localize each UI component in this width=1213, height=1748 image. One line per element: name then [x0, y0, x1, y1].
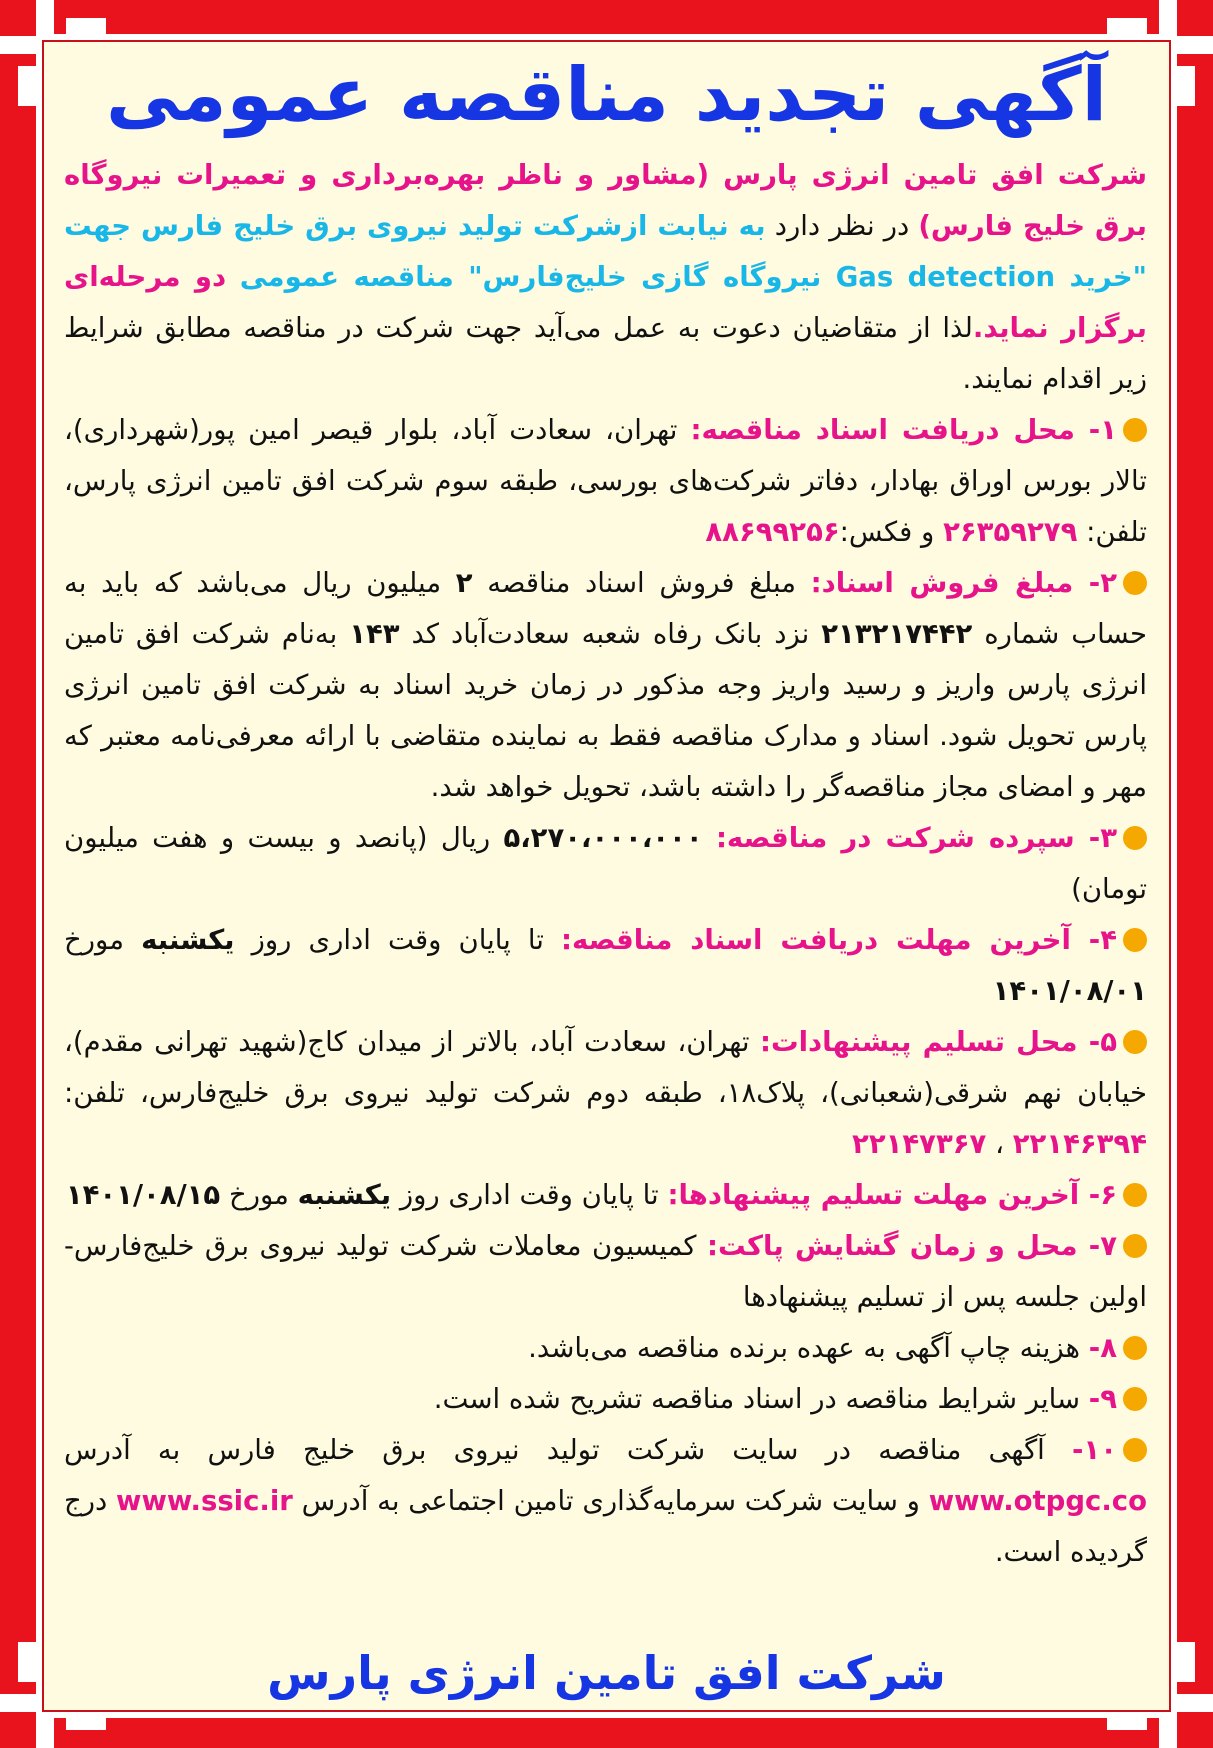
bullet-icon	[1123, 1234, 1147, 1258]
notice-title: آگهی تجدید مناقصه عمومی	[105, 52, 1108, 138]
footer-company: شرکت افق تامین انرژی پارس	[267, 1646, 946, 1700]
bullet-icon	[1123, 1183, 1147, 1207]
intro-stage: دو مرحله‌ای برگزار نماید.	[64, 261, 1147, 344]
list-item: ۶- آخرین مهلت تسلیم پیشنهادها: تا پایان وقت اداری روز یکشنبه مورخ ۱۴۰۱/۰۸/۱۵	[64, 1170, 1147, 1221]
notice-body	[64, 150, 1147, 1578]
fax-number: ۸۸۶۹۹۲۵۶	[705, 516, 840, 548]
bullet-icon	[1123, 826, 1147, 850]
website-link[interactable]: www.otpgc.co	[928, 1485, 1147, 1517]
bullet-icon	[1123, 1438, 1147, 1462]
list-item: ۱- محل دریافت اسناد مناقصه: تهران، سعادت آباد، بلوار قیصر امین پور(شهرداری)، تالار بورس اوراق بهادار، دفاتر شرکت‌های بورسی، طبقه سوم شرکت افق تامین انرژی پارس، تلفن: ۲۶۳۵۹۲۷۹ و فکس:۸۸۶۹۹۲۵۶	[64, 414, 1147, 548]
bullet-icon	[1123, 1030, 1147, 1054]
phone-number: ۲۶۳۵۹۲۷۹	[943, 516, 1078, 548]
intro-paragraph: شرکت افق تامین انرژی پارس (مشاور و ناظر بهره‌برداری و تعمیرات نیروگاه برق خلیج فارس) در نظر دارد به نیابت ازشرکت تولید نیروی برق خلیج فارس جهت "خرید Gas detection نیروگاه گازی خلیج‌فارس" مناقصه عمومی دو مرحله‌ای برگزار نماید.لذا از متقاضیان دعوت به عمل می‌آید جهت شرکت در مناقصه مطابق شرایط زیر اقدام نمایند.	[64, 159, 1148, 395]
bullet-icon	[1123, 1387, 1147, 1411]
list-item: ۹- سایر شرایط مناقصه در اسناد مناقصه تشریح شده است.	[64, 1374, 1147, 1425]
list-item: ۴- آخرین مهلت دریافت اسناد مناقصه: تا پایان وقت اداری روز یکشنبه مورخ ۱۴۰۱/۰۸/۰۱	[64, 924, 1147, 1007]
bullet-icon	[1123, 418, 1147, 442]
intro-company: شرکت افق تامین انرژی پارس (مشاور و ناظر بهره‌برداری و تعمیرات نیروگاه برق خلیج فارس)	[64, 159, 1148, 242]
bullet-icon	[1123, 571, 1147, 595]
website-link[interactable]: www.ssic.ir	[116, 1485, 293, 1517]
list-item: ۸- هزینه چاپ آگهی به عهده برنده مناقصه می‌باشد.	[64, 1323, 1147, 1374]
account-number: ۲۱۳۲۱۷۴۴۲	[821, 618, 973, 650]
list-item: ۳- سپرده شرکت در مناقصه: ۵،۲۷۰،۰۰۰،۰۰۰ ریال (پانصد و بیست و هفت میلیون تومان)	[64, 822, 1147, 905]
list-item: ۲- مبلغ فروش اسناد: مبلغ فروش اسناد مناقصه ۲ میلیون ریال می‌باشد که باید به حساب شماره ۲۱۳۲۱۷۴۴۲ نزد بانک رفاه شعبه سعادت‌آباد کد ۱۴۳ به‌نام شرکت افق تامین انرژی پارس واریز و رسید واریز وجه مذکور در زمان خرید اسناد به شرکت افق تامین انرژی پارس تحویل شود. اسناد و مدارک مناقصه فقط به نماینده متقاضی با ارائه معرفی‌نامه معتبر که مهر و امضای مجاز مناقصه‌گر را داشته باشد، تحویل خواهد شد.	[64, 567, 1147, 803]
bullet-icon	[1123, 1336, 1147, 1360]
list-item: ۱۰- آگهی مناقصه در سایت شرکت تولید نیروی برق خلیج فارس به آدرس www.otpgc.co و سایت شرکت سرمایه‌گذاری تامین اجتماعی به آدرس www.ssic.ir درج گردیده است.	[64, 1434, 1147, 1568]
intro-behalf: به نیابت ازشرکت تولید نیروی برق خلیج فارس جهت "خرید Gas detection نیروگاه گازی خلیج‌فارس" مناقصه عمومی	[64, 210, 1147, 293]
list-item: ۵- محل تسلیم پیشنهادات: تهران، سعادت آباد، بالاتر از میدان کاج(شهید تهرانی مقدم)، خیابان نهم شرقی(شعبانی)، پلاک۱۸، طبقه دوم شرکت تولید نیروی برق خلیج‌فارس، تلفن: ۲۲۱۴۶۳۹۴ ، ۲۲۱۴۷۳۶۷	[64, 1026, 1147, 1160]
list-item: ۷- محل و زمان گشایش پاکت: کمیسیون معاملات شرکت تولید نیروی برق خلیج‌فارس- اولین جلسه پس از تسلیم پیشنهادها	[64, 1230, 1147, 1313]
bullet-icon	[1123, 928, 1147, 952]
